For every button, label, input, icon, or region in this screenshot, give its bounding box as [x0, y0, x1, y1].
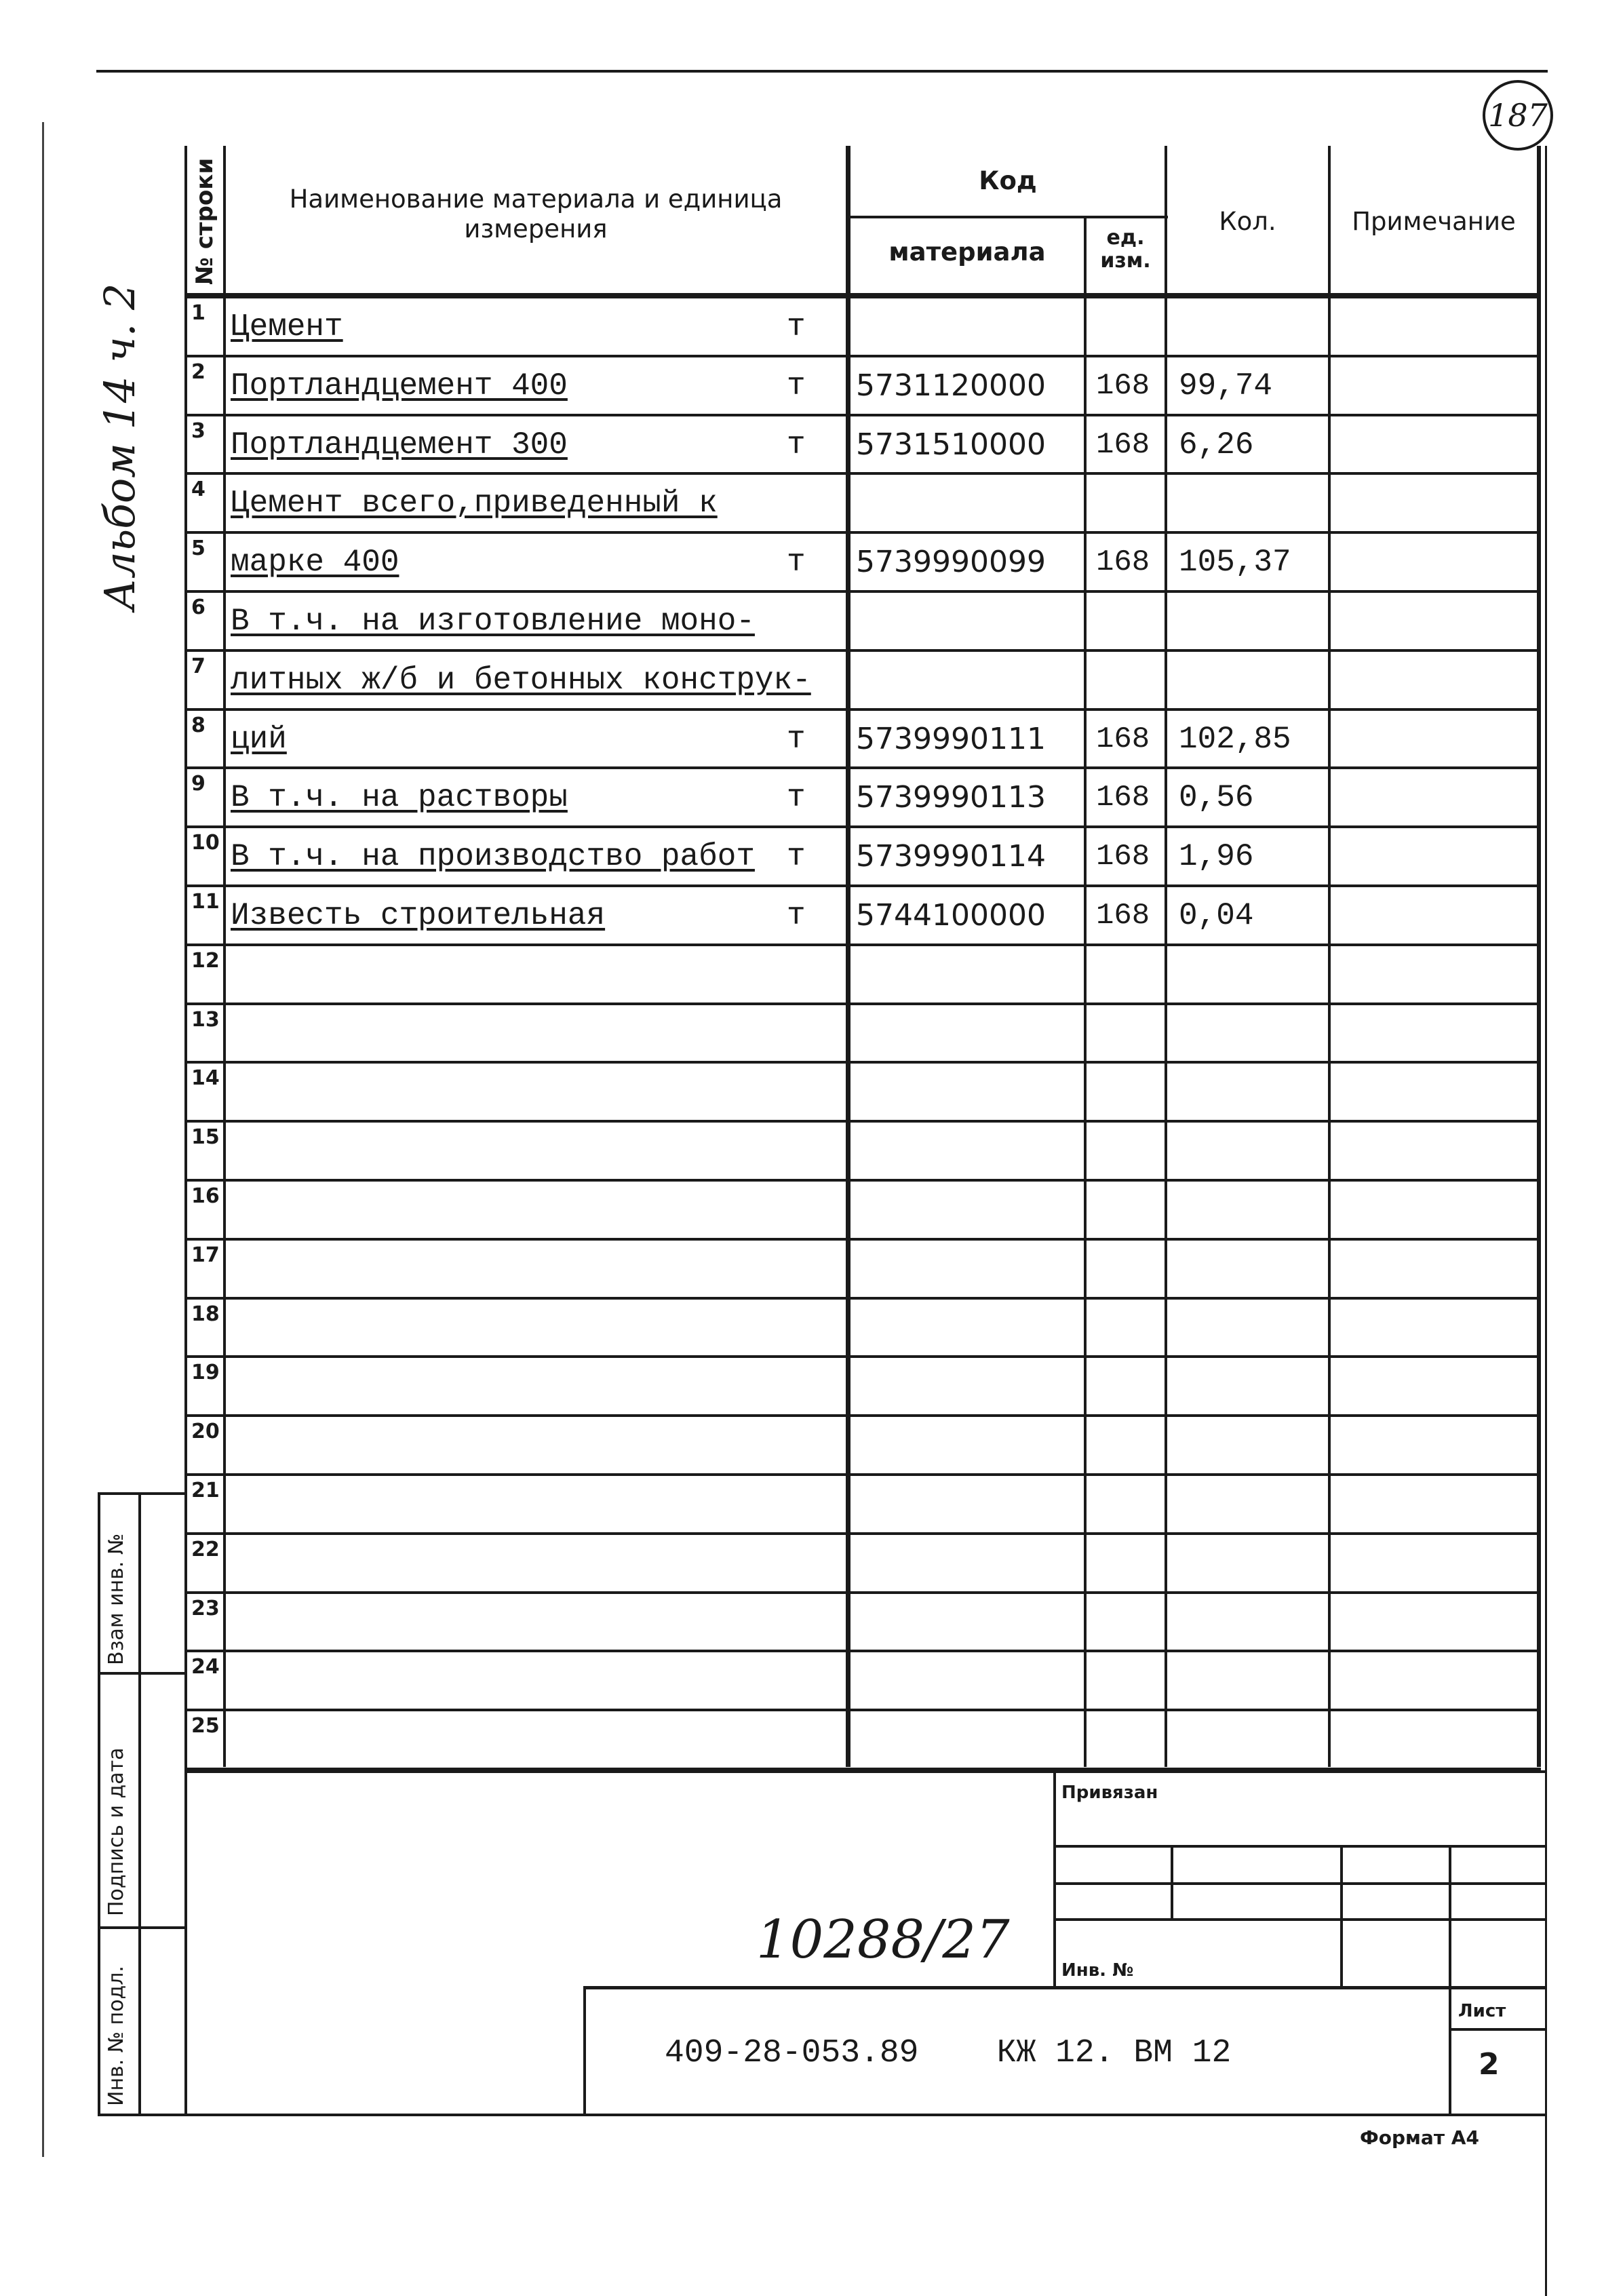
table-row: [0, 943, 1604, 1003]
table-row: [0, 1532, 1604, 1591]
table-row: [0, 1473, 1604, 1532]
row-code: 5739990113: [856, 780, 1046, 815]
side-stamp-div1: [98, 1672, 187, 1675]
tb-privyazan-label: Привязан: [1061, 1783, 1158, 1803]
row-qty: 6,26: [1179, 427, 1254, 463]
row-code: 5739990114: [856, 839, 1046, 874]
tb-hline4: [1053, 1918, 1546, 1921]
side-stamp-top: [98, 1492, 187, 1495]
row-number: 11: [191, 890, 220, 914]
table-row: [0, 1120, 1604, 1179]
table-row: [0, 472, 1604, 531]
row-number: 6: [191, 596, 206, 619]
row-code-unit: 168: [1096, 369, 1150, 403]
row-number: 10: [191, 831, 220, 855]
row-number: 7: [191, 655, 206, 678]
page-number: 187: [1488, 97, 1548, 134]
row-qty: 0,56: [1179, 780, 1254, 815]
row-number: 1: [191, 301, 206, 325]
row-number: 4: [191, 478, 206, 501]
row-name: Цемент всего,приведенный к: [231, 486, 718, 521]
row-number: 21: [191, 1479, 220, 1502]
album-note: Альбом 14 ч. 2: [95, 283, 144, 610]
row-code: 5744100000: [856, 898, 1046, 933]
tb-desig-top: [583, 1986, 1546, 1989]
tb-designation: 409-28-053.89 КЖ 12. ВМ 12: [665, 2035, 1232, 2071]
table-row: [0, 1297, 1604, 1356]
row-unit: т: [787, 898, 806, 933]
tb-vline3: [1449, 1845, 1451, 2116]
row-code: 5731120000: [856, 368, 1046, 403]
row-number: 22: [191, 1538, 220, 1561]
row-qty: 0,04: [1179, 898, 1254, 933]
row-number: 12: [191, 949, 220, 973]
header-code-unit: ед. изм.: [1100, 226, 1151, 273]
table-row: [0, 1355, 1604, 1414]
table-row: [0, 296, 1604, 355]
header-code-material: материала: [888, 237, 1046, 267]
row-name: марке 400: [231, 545, 399, 580]
row-number: 19: [191, 1361, 220, 1384]
table-row: [0, 1179, 1604, 1238]
frame-top-line: [96, 70, 1548, 73]
side-stamp-vzam: Взам инв. №: [104, 1533, 128, 1665]
table-row: [0, 708, 1604, 767]
table-row: [0, 766, 1604, 825]
side-stamp-inv-podl: Инв. № подл.: [104, 1966, 128, 2106]
table-row: [0, 825, 1604, 884]
table-row: [0, 1709, 1604, 1768]
row-unit: т: [787, 427, 806, 463]
tb-privyazan-hline1: [1053, 1770, 1546, 1773]
row-number: 15: [191, 1125, 220, 1149]
row-number: 25: [191, 1714, 220, 1738]
table-row: [0, 531, 1604, 590]
row-code-unit: 168: [1096, 545, 1150, 579]
row-number: 8: [191, 714, 206, 737]
side-stamp-podpis: Подпись и дата: [104, 1747, 128, 1916]
row-name: В т.ч. на растворы: [231, 780, 568, 815]
row-code-unit: 168: [1096, 428, 1150, 462]
table-row: [0, 1003, 1604, 1062]
table-row: [0, 590, 1604, 649]
tb-inv-no-label: Инв. №: [1061, 1960, 1134, 1981]
header-code-divider: [846, 216, 1168, 218]
row-code: 5731510000: [856, 427, 1046, 462]
header-note: Примечание: [1352, 207, 1516, 236]
row-name: В т.ч. на изготовление моно-: [231, 604, 755, 639]
row-code-unit: 168: [1096, 840, 1150, 874]
row-name: Портландцемент 400: [231, 368, 568, 404]
table-row: [0, 414, 1604, 473]
row-code: 5739990099: [856, 545, 1046, 579]
row-unit: т: [787, 545, 806, 580]
row-name: ций: [231, 722, 287, 757]
tb-desig-left: [583, 1986, 586, 2115]
tb-hline3: [1053, 1882, 1546, 1885]
table-row: [0, 884, 1604, 943]
tb-hline2: [1053, 1845, 1546, 1848]
tb-vline2: [1340, 1845, 1343, 1987]
row-number: 2: [191, 360, 206, 384]
row-code-unit: 168: [1096, 722, 1150, 756]
tb-sheet-hline: [1449, 2028, 1546, 2031]
row-unit: т: [787, 722, 806, 757]
row-number: 5: [191, 537, 206, 560]
row-code: 5739990111: [856, 722, 1046, 756]
row-code-unit: 168: [1096, 899, 1150, 933]
table-row: [0, 1591, 1604, 1650]
table-row: [0, 649, 1604, 708]
side-stamp-right: [184, 1492, 187, 2116]
table-row: [0, 1650, 1604, 1709]
row-number: 9: [191, 772, 206, 796]
row-number: 14: [191, 1066, 220, 1090]
header-row-num: № строки: [191, 157, 218, 285]
row-qty: 1,96: [1179, 839, 1254, 874]
row-unit: т: [787, 780, 806, 815]
table-row: [0, 1414, 1604, 1473]
row-unit: т: [787, 839, 806, 874]
row-name: Портландцемент 300: [231, 427, 568, 463]
page-number-circle: [1483, 80, 1553, 151]
row-unit: т: [787, 309, 806, 345]
row-unit: т: [787, 368, 806, 404]
row-name: литных ж/б и бетонных конструк-: [231, 663, 811, 698]
tb-sheet-label: Лист: [1458, 2001, 1506, 2021]
header-name: Наименование материала и единица измерения: [289, 184, 783, 244]
row-code-unit: 168: [1096, 781, 1150, 815]
row-number: 17: [191, 1243, 220, 1267]
table-row: [0, 355, 1604, 414]
side-stamp-div2: [98, 1926, 187, 1929]
header-code-group: Код: [979, 166, 1037, 195]
format-label: Формат А4: [1360, 2126, 1479, 2149]
row-number: 20: [191, 1420, 220, 1443]
side-stamp-left: [98, 1492, 100, 2116]
row-name: В т.ч. на производство работ: [231, 839, 755, 874]
row-qty: 105,37: [1179, 545, 1291, 580]
tb-privyazan-top: [1053, 1770, 1056, 1987]
handwritten-number: 10288/27: [756, 1909, 1010, 1970]
side-stamp-mid: [138, 1492, 141, 2116]
header-qty: Кол.: [1219, 207, 1276, 236]
row-name: Известь строительная: [231, 898, 606, 933]
row-number: 23: [191, 1597, 220, 1620]
row-qty: 99,74: [1179, 368, 1273, 404]
row-number: 24: [191, 1655, 220, 1679]
table-row: [0, 1061, 1604, 1120]
row-name: Цемент: [231, 309, 343, 345]
row-number: 13: [191, 1008, 220, 1032]
tb-vline1: [1171, 1845, 1173, 1921]
side-stamp-bottom: [98, 2114, 1546, 2116]
tb-sheet-number: 2: [1479, 2047, 1500, 2082]
row-qty: 102,85: [1179, 722, 1291, 757]
table-row: [0, 1238, 1604, 1297]
row-number: 3: [191, 419, 206, 443]
row-number: 16: [191, 1184, 220, 1208]
row-number: 18: [191, 1302, 220, 1326]
